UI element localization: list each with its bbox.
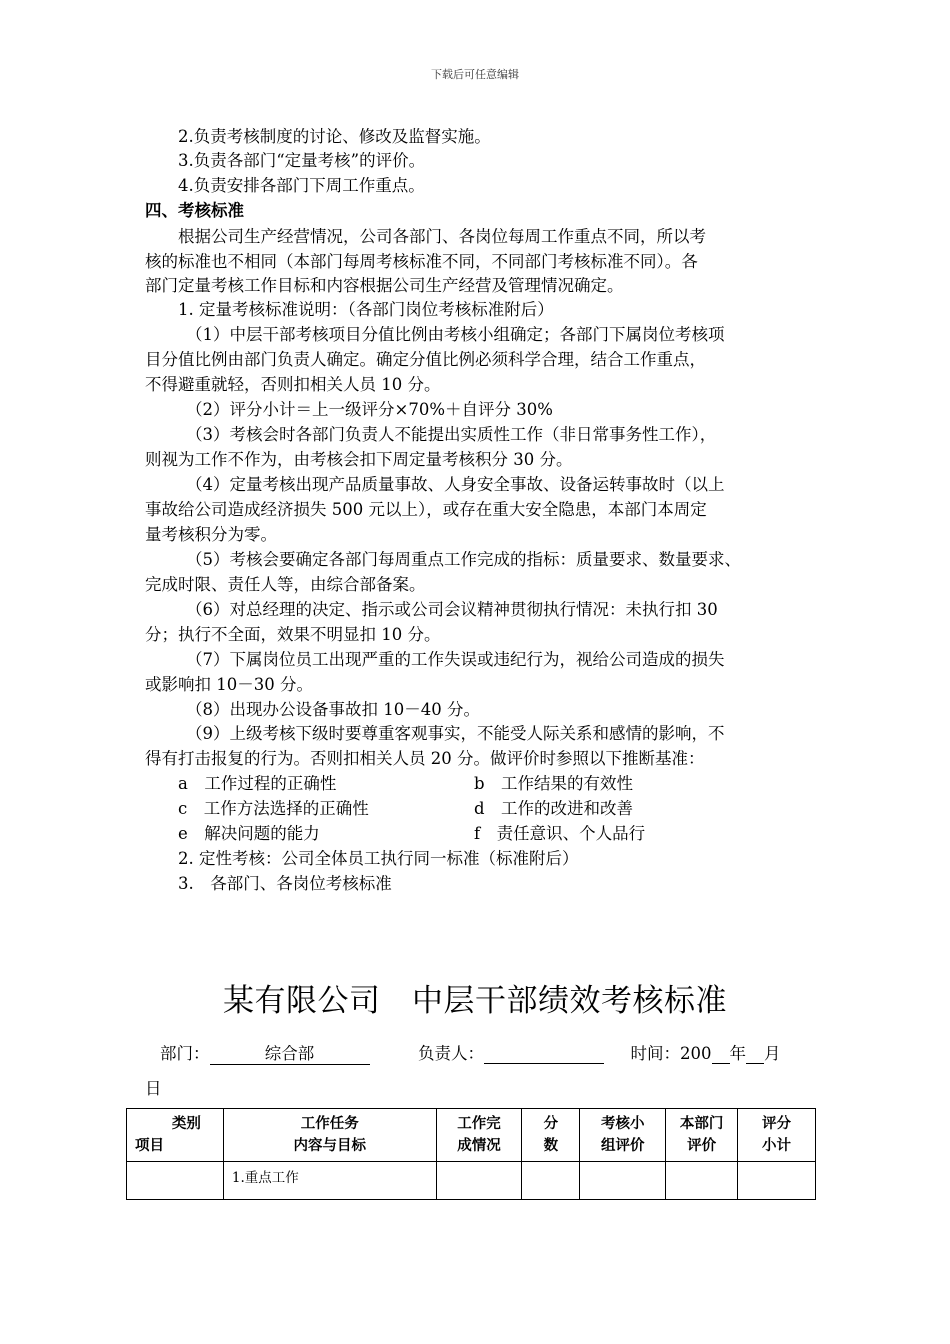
month-blank <box>746 1044 764 1064</box>
item-line: （4）定量考核出现产品质量事故、人身安全事故、设备运转事故时（以上 <box>186 475 725 494</box>
intro-line: 部门定量考核工作目标和内容根据公司生产经营及管理情况确定。 <box>145 276 624 295</box>
duty-2: 2.负责考核制度的讨论、修改及监督实施。 <box>178 127 491 146</box>
item-line: 或影响扣 10－30 分。 <box>145 675 313 694</box>
item-line: 不得避重就轻，否则扣相关人员 10 分。 <box>145 375 441 394</box>
item-line: 事故给公司造成经济损失 500 元以上），或存在重大安全隐患，本部门本周定 <box>145 500 707 519</box>
year-blank <box>712 1044 730 1064</box>
intro-line: 根据公司生产经营情况，公司各部门、各岗位每周工作重点不同，所以考 <box>178 227 706 246</box>
section-heading: 四、考核标准 <box>145 201 244 220</box>
document-title: 某有限公司 中层干部绩效考核标准 <box>223 983 727 1019</box>
item-line: （1）中层干部考核项目分值比例由考核小组确定；各部门下属岗位考核项 <box>186 325 725 344</box>
meta-row <box>160 1040 781 1065</box>
time-label: 时间：200 <box>630 1044 712 1063</box>
duty-3: 3.负责各部门“定量考核”的评价。 <box>178 151 426 170</box>
item-line: 分；执行不全面，效果不明显扣 10 分。 <box>145 625 441 644</box>
criterion-a: a 工作过程的正确性 <box>178 774 337 793</box>
header-subtotal: 评分 小计 <box>738 1109 816 1162</box>
header-completion: 工作完 成情况 <box>436 1109 522 1162</box>
criterion-c: c 工作方法选择的正确性 <box>178 799 369 818</box>
sub3-title: 3. 各部门、各岗位考核标准 <box>178 874 392 893</box>
table-header-row <box>127 1109 816 1162</box>
owner-label: 负责人： <box>418 1044 484 1063</box>
item-line: （6）对总经理的决定、指示或公司会议精神贯彻执行情况：未执行扣 30 <box>186 600 718 619</box>
item-line: （8）出现办公设备事故扣 10－40 分。 <box>186 700 480 719</box>
item-line: 得有打击报复的行为。否则扣相关人员 20 分。做评价时参照以下推断基准： <box>145 749 705 768</box>
item-line: （9）上级考核下级时要尊重客观事实，不能受人际关系和感情的影响，不 <box>186 724 725 743</box>
day-label: 日 <box>145 1079 162 1098</box>
header-category: 类别 项目 <box>127 1109 224 1162</box>
year-label: 年 <box>729 1044 746 1063</box>
table-row <box>127 1162 816 1200</box>
sub2-title: 2. 定性考核：公司全体员工执行同一标准（标准附后） <box>178 849 579 868</box>
evaluation-table <box>126 1108 816 1200</box>
table-cell[interactable] <box>522 1162 580 1200</box>
criterion-f: f 责任意识、个人品行 <box>474 824 646 843</box>
header-task: 工作任务 内容与目标 <box>223 1109 436 1162</box>
dept-value: 综合部 <box>210 1040 370 1065</box>
item-line: 完成时限、责任人等，由综合部备案。 <box>145 575 426 594</box>
table-cell[interactable] <box>436 1162 522 1200</box>
criterion-e: e 解决问题的能力 <box>178 824 320 843</box>
table-cell[interactable] <box>738 1162 816 1200</box>
dept-label: 部门： <box>160 1044 210 1063</box>
intro-line: 核的标准也不相同（本部门每周考核标准不同，不同部门考核标准不同）。各 <box>145 252 698 271</box>
header-dept-eval: 本部门 评价 <box>666 1109 738 1162</box>
table-cell[interactable] <box>127 1162 224 1200</box>
item-line: 则视为工作不作为，由考核会扣下周定量考核积分 30 分。 <box>145 450 573 469</box>
duty-4: 4.负责安排各部门下周工作重点。 <box>178 176 425 195</box>
month-label: 月 <box>764 1044 781 1063</box>
criterion-b: b 工作结果的有效性 <box>474 774 634 793</box>
page-header: 下载后可任意编辑 <box>431 68 519 81</box>
item-line: 量考核积分为零。 <box>145 525 277 544</box>
item-line: （7）下属岗位员工出现严重的工作失误或违纪行为，视给公司造成的损失 <box>186 650 725 669</box>
header-score: 分 数 <box>522 1109 580 1162</box>
table-cell[interactable] <box>580 1162 666 1200</box>
item-line: 目分值比例由部门负责人确定。确定分值比例必须科学合理，结合工作重点， <box>145 350 706 369</box>
item-line: （5）考核会要确定各部门每周重点工作完成的指标：质量要求、数量要求、 <box>186 550 741 569</box>
task-cell[interactable]: 1.重点工作 <box>223 1162 436 1200</box>
criterion-d: d 工作的改进和改善 <box>474 799 634 818</box>
owner-blank <box>484 1044 604 1064</box>
item-line: （3）考核会时各部门负责人不能提出实质性工作（非日常事务性工作）， <box>186 425 717 444</box>
table-cell[interactable] <box>666 1162 738 1200</box>
sub1-title: 1. 定量考核标准说明：（各部门岗位考核标准附后） <box>178 300 554 319</box>
item-line: （2）评分小计＝上一级评分×70%＋自评分 30% <box>186 400 553 419</box>
header-group-eval: 考核小 组评价 <box>580 1109 666 1162</box>
